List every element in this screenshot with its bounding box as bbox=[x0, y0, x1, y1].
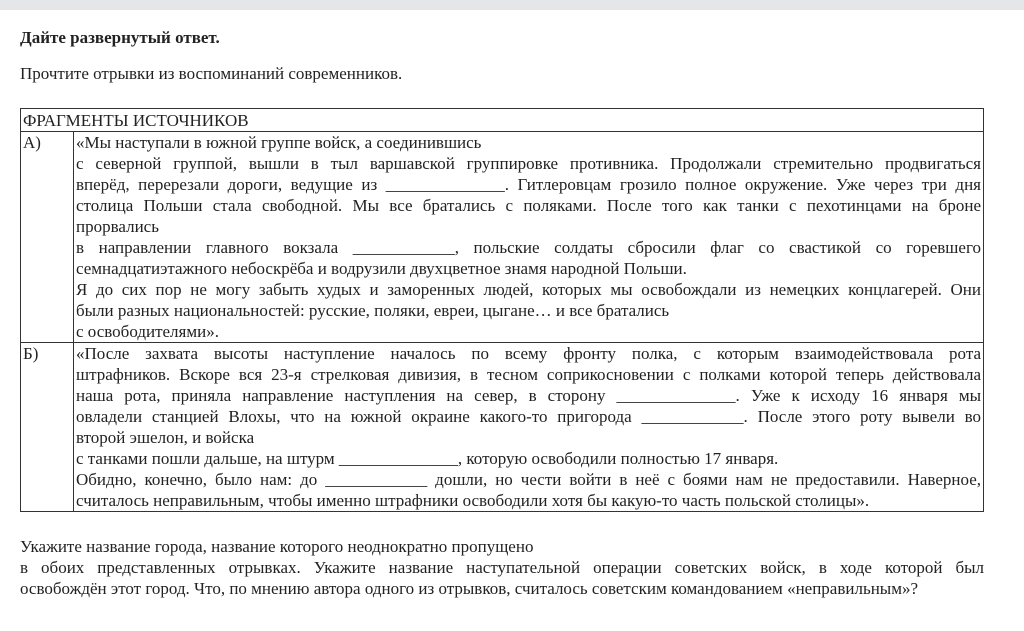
text-line: второй эшелон, и войска bbox=[76, 428, 255, 447]
text-line: семнадцатиэтажного небоскрёба и водрузили двухцветное знамя народной Польши. bbox=[76, 259, 687, 278]
text-line: Я до сих пор не могу забыть худых и заморенных людей, которых мы освобождали из немецких концлагерей. Они bbox=[76, 280, 981, 299]
text-line: Укажите название города, название которого неоднократно пропущено bbox=[20, 537, 534, 556]
row-label: Б) bbox=[21, 343, 74, 512]
text-line: с танками пошли дальше, на штурм ______________, которую освободили полностью 17 января. bbox=[76, 449, 779, 468]
task-title: Дайте развернутый ответ. bbox=[20, 28, 220, 47]
text-line: столица Польши стала свободной. Мы все братались с поляками. После того как танки с пехотинцами на броне bbox=[76, 196, 981, 215]
table-row bbox=[21, 132, 984, 343]
text-line: Обидно, конечно, было нам: до ____________ дошли, но чести войти в неё с боями нам не предоставили. Наверное, bbox=[76, 470, 981, 489]
text-line: овладели станцией Влохы, что на южной окраине какого-то пригорода ____________. После этого роту вывели во bbox=[76, 407, 981, 426]
text-line: считалось неправильным, чтобы именно штрафники освободили хотя бы какую-то часть польской столицы». bbox=[76, 491, 870, 510]
intro-text: Прочтите отрывки из воспоминаний современников. bbox=[20, 64, 403, 83]
text-line: вперёд, перерезали дороги, ведущие из ______________. Гитлеровцам грозило полное окружение. Уже через три дня bbox=[76, 175, 981, 194]
fragment-b bbox=[74, 343, 984, 512]
text-line: были разных национальностей: русские, поляки, евреи, цыгане… и все братались bbox=[76, 301, 670, 320]
text-line: с северной группой, вышли в тыл варшавской группировке противника. Продолжали стремительно продвигаться bbox=[76, 154, 981, 173]
text-line: с освободителями». bbox=[76, 322, 219, 341]
text-line: наша рота, приняла направление наступления на север, в сторону ______________. Уже к исходу 16 января мы bbox=[76, 386, 981, 405]
text-line: прорвались bbox=[76, 217, 159, 236]
sources-table bbox=[20, 108, 984, 512]
fragment-a bbox=[74, 132, 984, 343]
text-line: освобождён этот город. Что, по мнению автора одного из отрывков, считалось советским командованием «неправильным»? bbox=[20, 579, 919, 598]
row-label: А) bbox=[21, 132, 74, 343]
top-bar bbox=[0, 0, 1024, 10]
question-text bbox=[20, 536, 984, 599]
text-line: в направлении главного вокзала ____________, польские солдаты сбросили флаг со свастикой со горевшего bbox=[76, 238, 981, 257]
text-line: «После захвата высоты наступление началось по всему фронту полка, с которым взаимодействовала рота bbox=[76, 344, 981, 363]
table-row bbox=[21, 343, 984, 512]
text-line: в обоих представленных отрывках. Укажите название наступательной операции советских войск, в ходе которой был bbox=[20, 558, 984, 577]
text-line: «Мы наступали в южной группе войск, а соединившись bbox=[76, 133, 482, 152]
table-header: ФРАГМЕНТЫ ИСТОЧНИКОВ bbox=[21, 109, 984, 132]
text-line: штрафников. Вскоре вся 23-я стрелковая дивизия, в тесном соприкосновении с полками которой теперь действовала bbox=[76, 365, 981, 384]
